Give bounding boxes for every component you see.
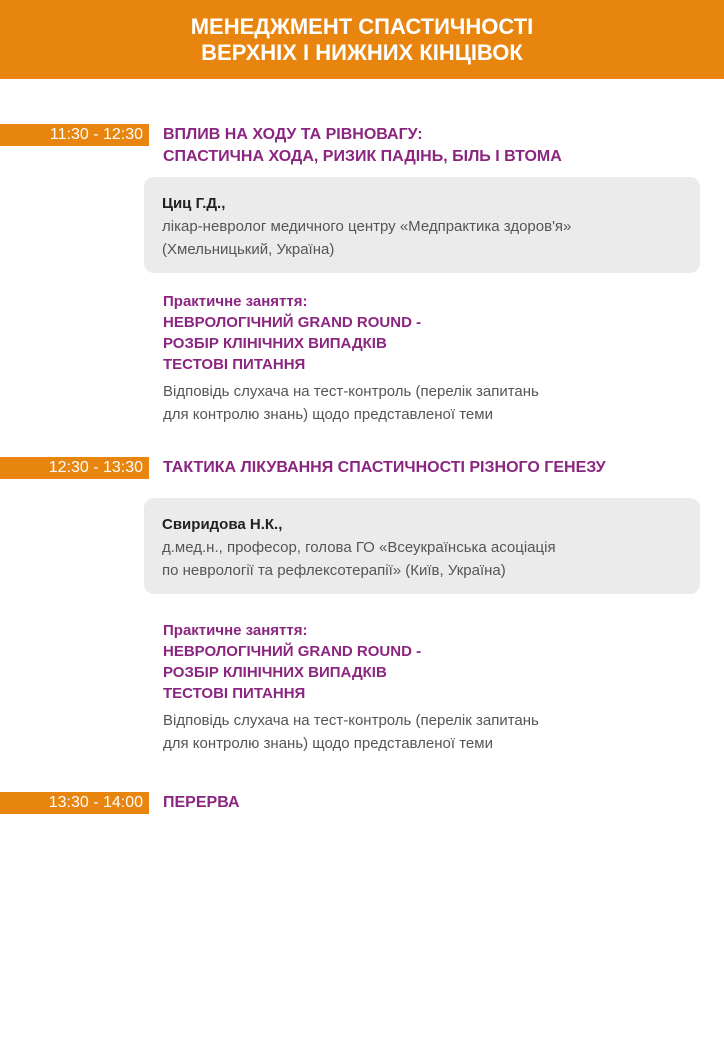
page-header <box>0 0 724 79</box>
session-title-line: ВПЛИВ НА ХОДУ ТА РІВНОВАГУ: <box>163 126 423 143</box>
session-time: 11:30 - 12:30 <box>0 124 149 146</box>
speaker-card <box>144 498 700 594</box>
session-title-line: СПАСТИЧНА ХОДА, РИЗИК ПАДІНЬ, БІЛЬ І ВТОМА <box>163 148 562 165</box>
practical-description <box>163 709 703 755</box>
practical-label: Практичне заняття: <box>163 622 308 639</box>
speaker-affiliation: лікар-невролог медичного центру «Медпрактика здоров'я» <box>162 218 572 235</box>
practical-desc-line: Відповідь слухача на тест-контроль (перелік запитань <box>163 383 539 400</box>
practical-desc-line: Відповідь слухача на тест-контроль (перелік запитань <box>163 712 539 729</box>
session-title <box>163 457 606 479</box>
practical-block <box>163 620 703 755</box>
break-title: ПЕРЕРВА <box>163 794 240 811</box>
practical-desc-line: для контролю знань) щодо представленої теми <box>163 735 493 752</box>
speaker-card <box>144 177 700 273</box>
header-title-line1: МЕНЕДЖМЕНТ СПАСТИЧНОСТІ <box>190 13 534 39</box>
header-title-line2: ВЕРХНІХ І НИЖНИХ КІНЦІВОК <box>201 39 523 65</box>
session-time: 12:30 - 13:30 <box>0 457 149 479</box>
speaker-name: Циц Г.Д., <box>162 195 226 212</box>
speaker-affiliation: д.мед.н., професор, голова ГО «Всеукраїнська асоціація <box>162 539 556 556</box>
practical-desc-line: для контролю знань) щодо представленої теми <box>163 406 493 423</box>
session-title-line: ТАКТИКА ЛІКУВАННЯ СПАСТИЧНОСТІ РІЗНОГО ГЕНЕЗУ <box>163 459 606 476</box>
practical-title-line: РОЗБІР КЛІНІЧНИХ ВИПАДКІВ <box>163 335 387 352</box>
practical-title-line: ТЕСТОВІ ПИТАННЯ <box>163 356 306 373</box>
practical-title-line: НЕВРОЛОГІЧНИЙ GRAND ROUND - <box>163 643 422 660</box>
practical-block <box>163 291 703 426</box>
session-title <box>163 124 562 168</box>
speaker-location: (Хмельницький, Україна) <box>162 241 335 258</box>
practical-title-line: РОЗБІР КЛІНІЧНИХ ВИПАДКІВ <box>163 664 387 681</box>
practical-title-line: ТЕСТОВІ ПИТАННЯ <box>163 685 306 702</box>
practical-title-line: НЕВРОЛОГІЧНИЙ GRAND ROUND - <box>163 314 422 331</box>
practical-label: Практичне заняття: <box>163 293 308 310</box>
speaker-name: Свиридова Н.К., <box>162 516 283 533</box>
session-time: 13:30 - 14:00 <box>0 792 149 814</box>
speaker-affiliation-cont: по неврології та рефлексотерапії» (Київ, Україна) <box>162 562 506 579</box>
practical-description <box>163 380 703 426</box>
